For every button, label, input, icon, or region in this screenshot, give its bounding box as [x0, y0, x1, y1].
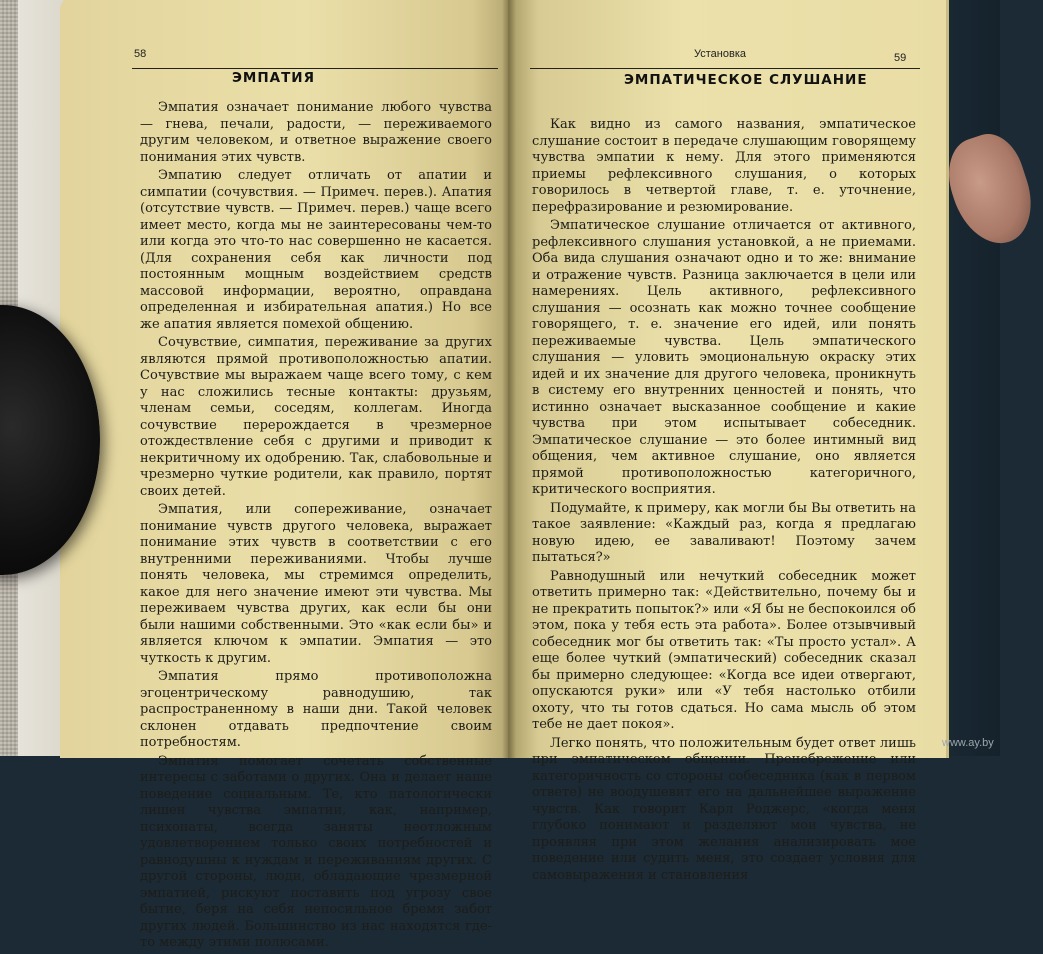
left-paragraph-1: Эмпатия означает понимание любого чувства — гнева, печали, радости, — переживаемого другим человеком, и ответное выражение своего понимания этих чувств. [140, 100, 492, 165]
left-paragraph-3: Сочувствие, симпатия, переживание за других являются прямой противоположностью апатии. Сочувствие мы выражаем чаще всего тому, с кем у нас сложились тесные контакты: друзьям, членам семьи, соседям, коллегам. Иногда сочувствие перерождается в чрезмерное отождествление себя с другими и приводит к некритичному их одобрению. Так, слабовольные и чрезмерно чуткие родители, как правило, портят своих детей. [140, 335, 492, 499]
left-paragraph-6: Эмпатия помогает сочетать собственные интересы с заботами о других. Она и делает наше поведение социальным. Те, кто патологически лишен чувства эмпатии, как, например, психопаты, всегда заняты неотложным удовлетворением только своих потребностей и равнодушны к нуждам и переживаниям других. С другой стороны, люди, обладающие чрезмерной эмпатией, рискуют поставить под угрозу свое бытие, беря на себя непосильное бремя забот других людей. Большинство из нас находятся где-то между этими полюсами. [140, 753, 492, 950]
left-page-heading: ЭМПАТИЯ [232, 70, 315, 86]
right-paragraph-1: Как видно из самого названия, эмпатическое слушание состоит в передаче слушающим говорящему чувства эмпатии к нему. Для этого применяются приемы рефлексивного слушания, о которых говорилось в четвертой главе, т. е. уточнение, перефразирование и резюмирование. [532, 117, 916, 215]
left-paragraph-2: Эмпатию следует отличать от апатии и симпатии (сочувствия. — Примеч. перев.). Апатия (отсутствие чувств. — Примеч. перев.) чаще всего имеет место, когда мы не заинтересованы чем-то или когда это что-то нас совершенно не касается. (Для сохранения себя как личности под постоянным мощным воздействием средств массовой информации, вероятно, оправдана определенная и избирательная апатия.) Но все же апатия является помехой общению. [140, 168, 492, 332]
left-header-rule [132, 68, 498, 69]
left-page [60, 0, 508, 950]
book-gutter [502, 0, 516, 758]
left-page-body [140, 100, 492, 954]
watermark: www.ay.by [942, 737, 994, 749]
right-paragraph-2: Эмпатическое слушание отличается от активного, рефлексивного слушания установкой, а не приемами. Оба вида слушания означают одно и то же: внимание и отражение чувств. Разница заключается в цели или намерениях. Цель активного, рефлексивного слушания — осознать как можно точнее сообщение говорящего, т. е. значение его идей, или понять переживаемые чувства. Цель эмпатического слушания — уловить эмоциональную окраску этих идей и их значение для другого человека, проникнуть в систему его внутренних ценностей и понять, что истинно означает высказанное сообщение и какие чувства при этом испытывает собеседник. Эмпатическое слушание — это более интимный вид общения, чем активное слушание, оно является прямой противоположностью категоричного, критического восприятия. [532, 218, 916, 497]
left-paragraph-5: Эмпатия прямо противоположна эгоцентрическому равнодушию, так распространенному в наши дни. Такой человек склонен отдавать предпочтение своим потребностям. [140, 669, 492, 750]
right-page-number: 59 [894, 52, 907, 64]
right-paragraph-4: Равнодушный или нечуткий собеседник может ответить примерно так: «Действительно, почему бы и не прекратить попыток?» или «Я бы не беспокоился об этом, пока у тебя есть эта работа». Более отзывчивый собеседник мог бы ответить так: «Ты просто устал». А еще более чуткий (эмпатический) собеседник сказал бы примерно следующее: «Когда все идеи отвергают, опускаются руки» или «У тебя настолько отбили охоту, что ты готов сдаться. Но сама мысль об этом тебе не дает покоя». [532, 568, 916, 732]
right-paragraph-5: Легко понять, что положительным будет ответ лишь при эмпатическом общении. Пренебрежение или категоричность со стороны собеседника (как в первом ответе) не воодушевит его на дальнейшее выражение чувств. Как говорит Карл Роджерс, «когда меня глубоко понимают и разделяют мои чувства, не проявляя при этом желания анализировать мое поведение или судить меня, это создает условия для самовыражения и становления [532, 735, 916, 883]
left-paragraph-4: Эмпатия, или сопереживание, означает понимание чувств другого человека, выражает понимание этих чувств в соответствии с его внутренними переживаниями. Чтобы лучше понять человека, мы стремимся определить, какое для него значение имеют эти чувства. Мы переживаем чувства других, как если бы они были нашими собственными. Это «как если бы» и является ключом к эмпатии. Эмпатия — это чуткость к другим. [140, 502, 492, 666]
right-paragraph-3: Подумайте, к примеру, как могли бы Вы ответить на такое заявление: «Каждый раз, когда я предлагаю новую идею, ее заваливают! Поэтому зачем пытаться?» [532, 500, 916, 565]
right-page-heading: ЭМПАТИЧЕСКОЕ СЛУШАНИЕ [624, 72, 868, 88]
right-header-rule [530, 68, 920, 69]
left-page-number: 58 [134, 48, 147, 60]
right-page [508, 0, 949, 883]
running-head: Установка [694, 48, 746, 60]
right-page-body [532, 117, 916, 886]
open-book [60, 0, 946, 950]
